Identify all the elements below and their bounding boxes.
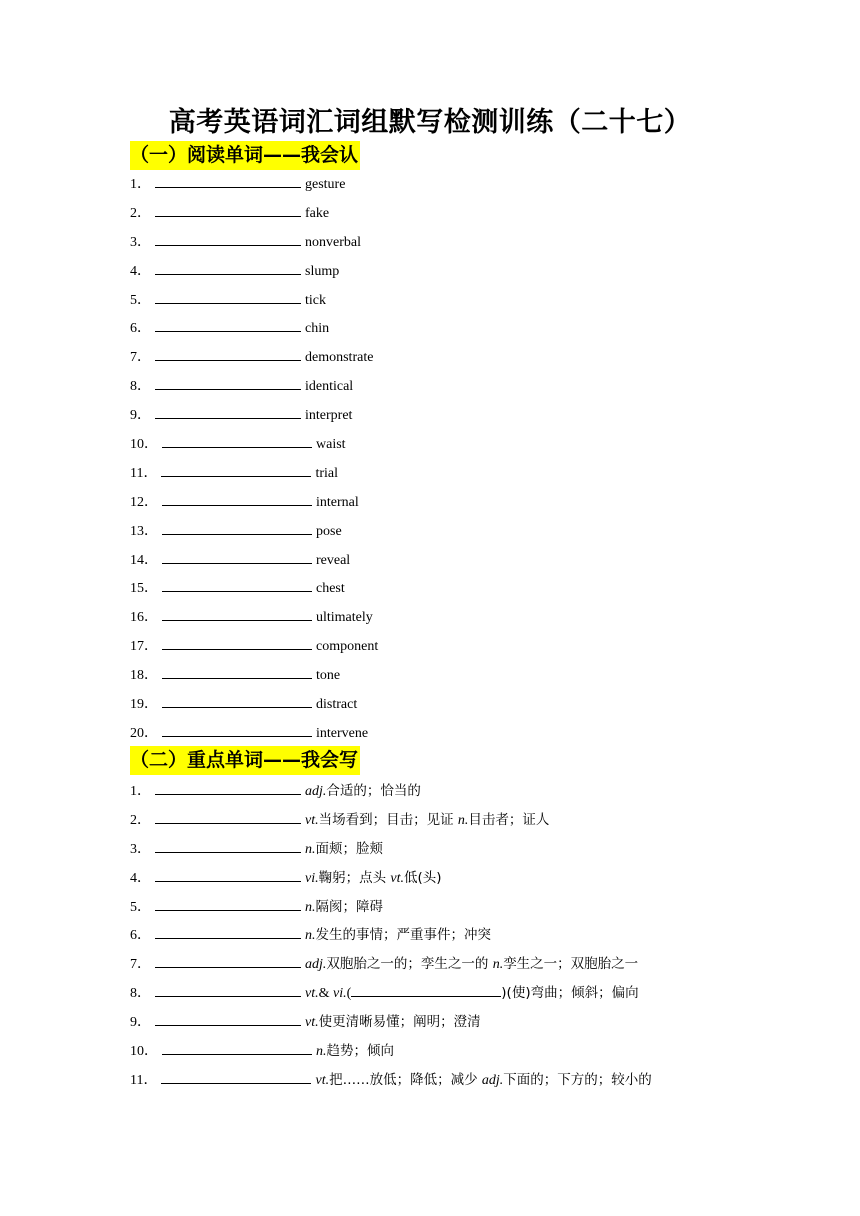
list-item bbox=[130, 835, 652, 864]
answer-blank[interactable] bbox=[162, 577, 312, 592]
item-number: 14． bbox=[130, 552, 158, 568]
list-item bbox=[130, 171, 378, 200]
part-of-speech: n. bbox=[305, 899, 316, 915]
chinese-definition: 合适的；恰当的 bbox=[326, 783, 421, 799]
part-of-speech: vt. bbox=[390, 870, 405, 886]
section-heading-writing: （二）重点单词——我会写 bbox=[130, 746, 360, 775]
item-number: 12． bbox=[130, 494, 158, 510]
answer-blank[interactable] bbox=[155, 375, 301, 390]
english-word: intervene bbox=[316, 725, 369, 741]
item-number: 5． bbox=[130, 899, 151, 915]
inner-answer-blank[interactable] bbox=[351, 982, 501, 997]
answer-blank[interactable] bbox=[155, 953, 301, 968]
item-number: 9． bbox=[130, 1015, 151, 1031]
english-word: distract bbox=[316, 697, 358, 713]
item-number: 4． bbox=[130, 263, 151, 279]
english-word: identical bbox=[305, 379, 354, 395]
item-number: 19． bbox=[130, 697, 158, 713]
list-item bbox=[130, 489, 378, 518]
part-of-speech: vt. bbox=[305, 986, 319, 1002]
list-item bbox=[130, 1008, 652, 1037]
chinese-definition: 隔阂；障碍 bbox=[315, 898, 383, 915]
english-word: interpret bbox=[305, 408, 353, 424]
list-item bbox=[130, 777, 652, 806]
item-number: 2． bbox=[130, 812, 151, 828]
chinese-definition: 面颊；脸颊 bbox=[315, 840, 383, 857]
item-number: 7． bbox=[130, 957, 151, 973]
part-of-speech: n. bbox=[457, 812, 469, 828]
english-word: demonstrate bbox=[305, 350, 374, 366]
list-item bbox=[130, 344, 378, 373]
part-of-speech: vi. bbox=[305, 870, 319, 886]
english-word: tick bbox=[305, 292, 326, 308]
answer-blank[interactable] bbox=[155, 982, 301, 997]
part-of-speech: vi. bbox=[333, 986, 347, 1002]
answer-blank[interactable] bbox=[162, 664, 312, 679]
answer-blank[interactable] bbox=[161, 462, 311, 477]
answer-blank[interactable] bbox=[162, 722, 312, 737]
list-item bbox=[130, 921, 652, 950]
list-item bbox=[130, 864, 652, 893]
item-number: 5． bbox=[130, 292, 151, 308]
item-number: 18． bbox=[130, 668, 158, 684]
item-number: 11． bbox=[130, 1072, 158, 1088]
ampersand: & bbox=[318, 986, 333, 1002]
answer-blank[interactable] bbox=[155, 260, 301, 275]
item-number: 6． bbox=[130, 321, 151, 337]
english-word: pose bbox=[316, 523, 342, 539]
chinese-definition: 鞠躬；点头 bbox=[318, 869, 391, 886]
answer-blank[interactable] bbox=[155, 780, 301, 795]
chinese-definition: 孪生之一；双胞胎之一 bbox=[503, 956, 639, 973]
answer-blank[interactable] bbox=[155, 838, 301, 853]
reading-word-list bbox=[130, 171, 378, 749]
item-number: 17． bbox=[130, 639, 158, 655]
list-item bbox=[130, 979, 652, 1008]
answer-blank[interactable] bbox=[162, 549, 312, 564]
item-number: 1． bbox=[130, 177, 151, 192]
item-number: 7． bbox=[130, 350, 151, 366]
item-number: 15． bbox=[130, 581, 158, 597]
chinese-definition: )(使)弯曲；倾斜；偏向 bbox=[501, 985, 639, 1002]
writing-word-list bbox=[130, 777, 652, 1095]
chinese-definition: 使更清晰易懂；阐明；澄清 bbox=[318, 1014, 481, 1031]
list-item bbox=[130, 373, 378, 402]
part-of-speech: vt. bbox=[315, 1072, 330, 1088]
english-word: reveal bbox=[316, 552, 351, 568]
english-word: slump bbox=[305, 263, 340, 279]
answer-blank[interactable] bbox=[162, 491, 312, 506]
section-heading-reading: （一）阅读单词——我会认 bbox=[130, 141, 360, 170]
item-number: 11． bbox=[130, 465, 158, 481]
chinese-definition: 双胞胎之一的；孪生之一的 bbox=[326, 956, 493, 973]
open-paren: ( bbox=[346, 986, 352, 1002]
list-item bbox=[130, 200, 378, 229]
list-item bbox=[130, 720, 378, 749]
chinese-definition: 发生的事情；严重事件；冲突 bbox=[315, 927, 491, 944]
answer-blank[interactable] bbox=[155, 231, 301, 246]
english-word: ultimately bbox=[316, 610, 373, 626]
chinese-definition: 当场看到；目击；见证 bbox=[318, 811, 458, 828]
list-item bbox=[130, 547, 378, 576]
english-word: trial bbox=[315, 465, 339, 481]
part-of-speech: adj. bbox=[305, 957, 327, 973]
english-word: component bbox=[316, 639, 379, 655]
english-word: chin bbox=[305, 321, 330, 337]
answer-blank[interactable] bbox=[155, 289, 301, 304]
answer-blank[interactable] bbox=[162, 520, 312, 535]
answer-blank[interactable] bbox=[155, 924, 301, 939]
list-item bbox=[130, 575, 378, 604]
list-item bbox=[130, 1066, 652, 1095]
item-number: 4． bbox=[130, 870, 151, 886]
answer-blank[interactable] bbox=[155, 896, 301, 911]
item-number: 2． bbox=[130, 205, 151, 221]
item-number: 3． bbox=[130, 234, 151, 250]
list-item bbox=[130, 431, 378, 460]
item-number: 6． bbox=[130, 928, 151, 944]
answer-blank[interactable] bbox=[155, 809, 301, 824]
answer-blank[interactable] bbox=[155, 202, 301, 217]
item-number: 10． bbox=[130, 437, 158, 453]
answer-blank[interactable] bbox=[161, 1069, 311, 1084]
english-word: waist bbox=[316, 437, 346, 453]
chinese-definition: 趋势；倾向 bbox=[326, 1043, 394, 1060]
item-number: 20． bbox=[130, 725, 158, 741]
item-number: 10． bbox=[130, 1044, 158, 1060]
list-item bbox=[130, 691, 378, 720]
list-item bbox=[130, 258, 378, 287]
answer-blank[interactable] bbox=[155, 317, 301, 332]
list-item bbox=[130, 950, 652, 979]
item-number: 9． bbox=[130, 408, 151, 424]
list-item bbox=[130, 1037, 652, 1066]
list-item bbox=[130, 402, 378, 431]
answer-blank[interactable] bbox=[162, 606, 312, 621]
chinese-definition: 低(头) bbox=[404, 869, 442, 886]
part-of-speech: n. bbox=[305, 928, 316, 944]
answer-blank[interactable] bbox=[155, 867, 301, 882]
list-item bbox=[130, 604, 378, 633]
list-item bbox=[130, 229, 378, 258]
part-of-speech: adj. bbox=[305, 784, 327, 799]
answer-blank[interactable] bbox=[162, 635, 312, 650]
part-of-speech: n. bbox=[305, 841, 316, 857]
answer-blank[interactable] bbox=[155, 173, 301, 188]
answer-blank[interactable] bbox=[162, 693, 312, 708]
item-number: 8． bbox=[130, 986, 151, 1002]
answer-blank[interactable] bbox=[162, 1040, 312, 1055]
english-word: internal bbox=[316, 494, 359, 510]
answer-blank[interactable] bbox=[155, 346, 301, 361]
answer-blank[interactable] bbox=[155, 1011, 301, 1026]
item-number: 8． bbox=[130, 379, 151, 395]
list-item bbox=[130, 518, 378, 547]
part-of-speech: n. bbox=[316, 1044, 327, 1060]
answer-blank[interactable] bbox=[162, 433, 312, 448]
part-of-speech: adj. bbox=[481, 1072, 504, 1088]
english-word: nonverbal bbox=[305, 234, 361, 250]
english-word: fake bbox=[305, 205, 330, 221]
english-word: chest bbox=[316, 581, 345, 597]
answer-blank[interactable] bbox=[155, 404, 301, 419]
item-number: 16． bbox=[130, 610, 158, 626]
list-item bbox=[130, 315, 378, 344]
part-of-speech: n. bbox=[492, 957, 504, 973]
part-of-speech: vt. bbox=[305, 1015, 319, 1031]
list-item bbox=[130, 806, 652, 835]
item-number: 13． bbox=[130, 523, 158, 539]
page-title: 高考英语词汇词组默写检测训练（二十七） bbox=[168, 107, 692, 137]
chinese-definition: 把……放低；降低；减少 bbox=[329, 1071, 482, 1088]
chinese-definition: 目击者；证人 bbox=[468, 811, 550, 828]
list-item bbox=[130, 662, 378, 691]
part-of-speech: vt. bbox=[305, 812, 319, 828]
item-number: 1． bbox=[130, 784, 151, 799]
chinese-definition: 下面的；下方的；较小的 bbox=[503, 1071, 652, 1088]
english-word: gesture bbox=[305, 177, 346, 192]
list-item bbox=[130, 287, 378, 316]
english-word: tone bbox=[316, 668, 341, 684]
list-item bbox=[130, 460, 378, 489]
item-number: 3． bbox=[130, 841, 151, 857]
list-item bbox=[130, 893, 652, 922]
list-item bbox=[130, 633, 378, 662]
